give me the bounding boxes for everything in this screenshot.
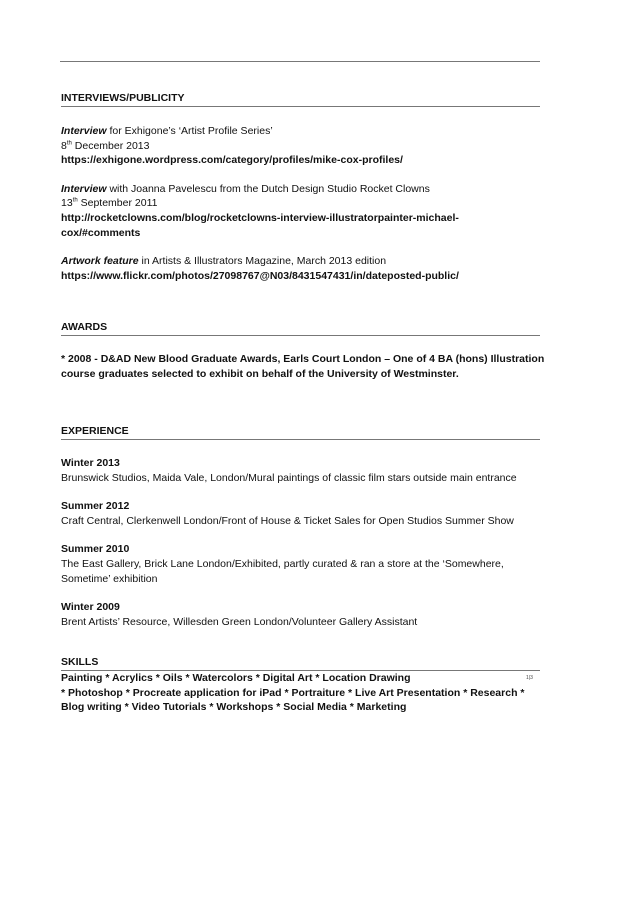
awards-heading: AWARDS xyxy=(61,320,540,336)
experience-period: Winter 2013 xyxy=(61,457,120,469)
award-line-2: course graduates selected to exhibit on behalf of the University of Westminster. xyxy=(61,367,459,380)
interviews-section xyxy=(61,91,540,283)
entry-label: Interview xyxy=(61,182,107,195)
experience-detail-cont: Sometime’ exhibition xyxy=(61,572,158,585)
skills-line-1: Painting * Acrylics * Oils * Watercolors * Digital Art * Location Drawing xyxy=(61,672,411,684)
award-line-1: * 2008 - D&AD New Blood Graduate Awards, Earls Court London – One of 4 BA (hons) Illustration xyxy=(61,353,545,365)
entry-desc: with Joanna Pavelescu from the Dutch Design Studio Rocket Clowns xyxy=(106,182,430,195)
experience-item xyxy=(61,542,540,586)
interview-entry-1 xyxy=(61,124,540,168)
awards-section xyxy=(61,320,545,381)
interview-entry-2 xyxy=(61,182,540,240)
experience-item xyxy=(61,456,540,485)
entry-desc: in Artists & Illustrators Magazine, March 2013 edition xyxy=(138,255,387,268)
experience-item xyxy=(61,600,540,629)
entry-date-rest: December 2013 xyxy=(71,139,150,152)
skills-heading: SKILLS xyxy=(61,655,540,671)
experience-period: Winter 2009 xyxy=(61,601,120,614)
entry-date-day: 13 xyxy=(61,197,73,210)
page-number-mark: 1|3 xyxy=(526,675,533,681)
entry-label: Interview xyxy=(61,125,107,137)
entry-date-suffix: th xyxy=(72,197,78,204)
interviews-heading: INTERVIEWS/PUBLICITY xyxy=(61,91,540,107)
experience-item xyxy=(61,499,540,528)
experience-period: Summer 2010 xyxy=(61,543,130,556)
interview-entry-3 xyxy=(61,254,540,283)
entry-date-day: 8 xyxy=(61,139,67,152)
entry-desc: for Exhigone’s ‘Artist Profile Series’ xyxy=(106,125,273,137)
skills-section xyxy=(61,655,540,715)
experience-detail: The East Gallery, Brick Lane London/Exhibited, partly curated & ran a store at the ‘Somewhere, xyxy=(61,557,504,570)
experience-section xyxy=(61,424,540,629)
top-divider xyxy=(60,61,540,62)
skills-line-3: Blog writing * Video Tutorials * Workshops * Social Media * Marketing xyxy=(61,701,407,714)
entry-label: Artwork feature xyxy=(61,255,139,268)
experience-period: Summer 2012 xyxy=(61,500,130,513)
skills-line-2: * Photoshop * Procreate application for iPad * Portraiture * Live Art Presentation * Research * xyxy=(61,686,525,699)
entry-url-link[interactable]: https://www.flickr.com/photos/27098767@N03/8431547431/in/dateposted-public/ xyxy=(61,269,459,282)
entry-url-link[interactable]: http://rocketclowns.com/blog/rocketclowns-interview-illustratorpainter-michael- xyxy=(61,211,459,224)
entry-date-suffix: th xyxy=(66,140,72,147)
entry-url-link-cont[interactable]: cox/#comments xyxy=(61,226,141,239)
experience-detail: Brent Artists’ Resource, Willesden Green London/Volunteer Gallery Assistant xyxy=(61,615,418,628)
entry-date-rest: September 2011 xyxy=(77,197,158,210)
experience-detail: Craft Central, Clerkenwell London/Front of House & Ticket Sales for Open Studios Summer Show xyxy=(61,514,514,527)
entry-url-link[interactable]: https://exhigone.wordpress.com/category/profiles/mike-cox-profiles/ xyxy=(61,154,403,167)
experience-detail: Brunswick Studios, Maida Vale, London/Mural paintings of classic film stars outside main entrance xyxy=(61,471,517,484)
experience-heading: EXPERIENCE xyxy=(61,424,540,440)
